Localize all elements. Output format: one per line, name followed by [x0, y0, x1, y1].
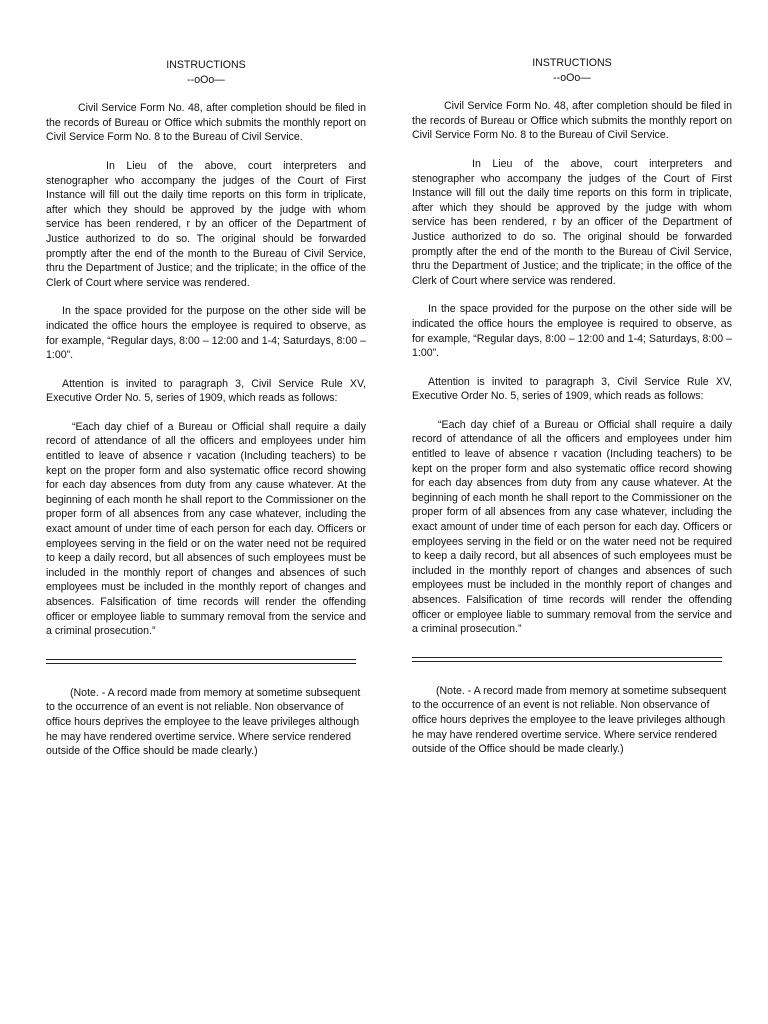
double-rule-divider [412, 657, 722, 662]
left-instructions-column [46, 58, 366, 759]
paragraph-form-48: Civil Service Form No. 48, after completion should be filed in the records of Bureau or Office which submits the monthly report on Civil Service Form No. 8 to the Bureau of Civil Service. [412, 100, 732, 142]
right-instructions-column [412, 56, 732, 757]
rule-line [46, 659, 356, 660]
paragraph-office-hours: In the space provided for the purpose on the other side will be indicated the office hours the employee is required to observe, as for example, “Regular days, 8:00 – 12:00 and 1-4; Saturdays, 8:00 – 1:00”. [412, 303, 732, 360]
paragraph-in-lieu: In Lieu of the above, court interpreters and stenographer who accompany the judges of the Court of First Instance will fill out the daily time reports on this form in triplicate, after which they should be approved by the judge with whom service has been rendered, r by an officer of the Department of Justice authorized to do so. The original should be forwarded promptly after the end of the month to the Bureau of Civil Service, thru the Department of Justice; and the triplicate; in the office of the Clerk of Court where service was rendered. [46, 159, 366, 289]
paragraph-attention: Attention is invited to paragraph 3, Civil Service Rule XV, Executive Order No. 5, series of 1909, which reads as follows: [46, 377, 366, 405]
note-paragraph: (Note. - A record made from memory at sometime subsequent to the occurrence of an event is not reliable. Non observance of office hours deprives the employee to the leave privileges although he may have rendered overtime service. Where service rendered outside of the Office should be made clearly.) [412, 684, 727, 756]
paragraph-attention: Attention is invited to paragraph 3, Civil Service Rule XV, Executive Order No. 5, series of 1909, which reads as follows: [412, 375, 732, 403]
paragraph-form-48: Civil Service Form No. 48, after completion should be filed in the records of Bureau or Office which submits the monthly report on Civil Service Form No. 8 to the Bureau of Civil Service. [46, 102, 366, 144]
note-paragraph: (Note. - A record made from memory at sometime subsequent to the occurrence of an event is not reliable. Non observance of office hours deprives the employee to the leave privileges although he may have rendered overtime service. Where service rendered outside of the Office should be made clearly.) [46, 686, 361, 758]
double-rule-divider [46, 659, 356, 664]
rule-line [46, 663, 356, 664]
rule-line [412, 661, 722, 662]
instructions-ornament: --oOo— [187, 73, 225, 86]
instructions-title: INSTRUCTIONS [166, 59, 246, 71]
rule-line [412, 657, 722, 658]
paragraph-office-hours: In the space provided for the purpose on the other side will be indicated the office hours the employee is required to observe, as for example, “Regular days, 8:00 – 12:00 and 1-4; Saturdays, 8:00 – 1:00”. [46, 305, 366, 362]
paragraph-quoted-rule: “Each day chief of a Bureau or Official shall require a daily record of attendance of all the officers and employees under him entitled to leave of absence r vacation (Including teachers) to be kept on the proper form and also systematic office record showing for each day absences from duty from any cause whatever. At the beginning of each month he shall report to the Commissioner on the proper form of all absences from any case whatever, including the exact amount of under time of each person for each day. Officers or employees serving in the field or on the water need not be required to keep a daily record, but all absences of such employees must be included in the monthly report of changes and absences of such employees must be included in the monthly report of changes and absences. Falsification of time records will render the offending officer or employee liable to summary removal from the service and a criminal prosecution.” [46, 420, 366, 638]
instructions-ornament: --oOo— [553, 71, 591, 84]
paragraph-quoted-rule: “Each day chief of a Bureau or Official shall require a daily record of attendance of all the officers and employees under him entitled to leave of absence r vacation (Including teachers) to be kept on the proper form and also systematic office record showing for each day absences from duty from any cause whatever. At the beginning of each month he shall report to the Commissioner on the proper form of all absences from any case whatever, including the exact amount of under time of each person for each day. Officers or employees serving in the field or on the water need not be required to keep a daily record, but all absences of such employees must be included in the monthly report of changes and absences of such employees must be included in the monthly report of changes and absences. Falsification of time records will render the offending officer or employee liable to summary removal from the service and a criminal prosecution.” [412, 418, 732, 636]
paragraph-in-lieu: In Lieu of the above, court interpreters and stenographer who accompany the judges of the Court of First Instance will fill out the daily time reports on this form in triplicate, after which they should be approved by the judge with whom service has been rendered, r by an officer of the Department of Justice authorized to do so. The original should be forwarded promptly after the end of the month to the Bureau of Civil Service, thru the Department of Justice; and the triplicate; in the office of the Clerk of Court where service was rendered. [412, 157, 732, 287]
instructions-title: INSTRUCTIONS [532, 57, 612, 69]
